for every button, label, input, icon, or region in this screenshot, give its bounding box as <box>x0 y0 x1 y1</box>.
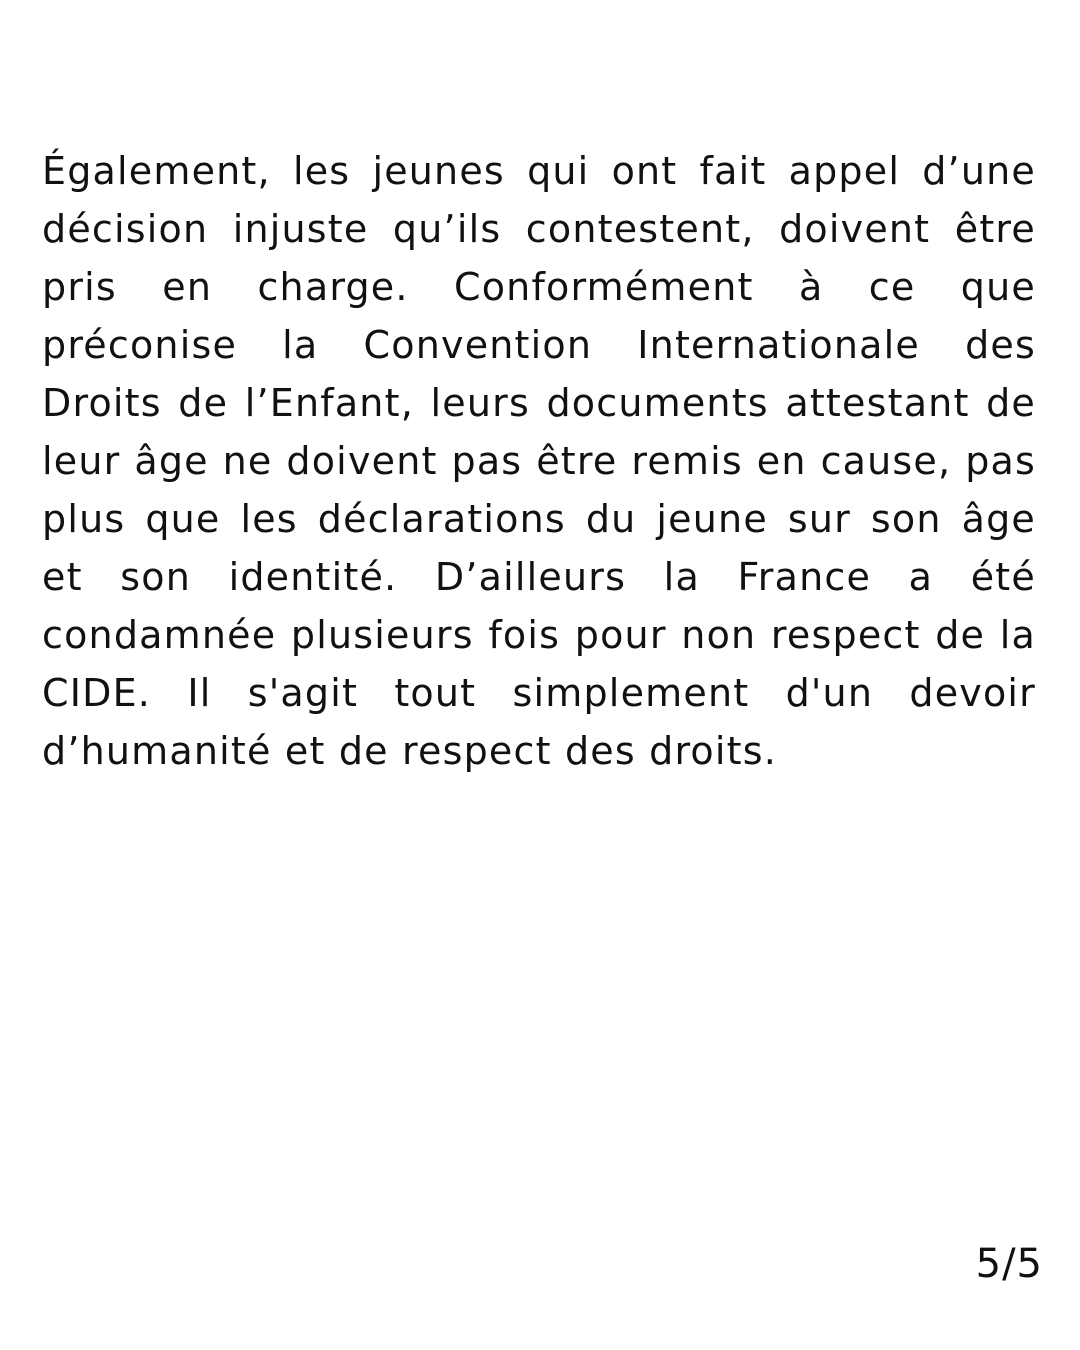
page-counter: 5/5 <box>975 1241 1043 1287</box>
body-paragraph: Également, les jeunes qui ont fait appel d’une décision injuste qu’ils contestent, doivent être pris en charge. Conformément à ce que préconise la Convention Internationale des Droits de l’Enfant, leurs documents attestant de leur âge ne doivent pas être remis en cause, pas plus que les déclarations du jeune sur son âge et son identité. D’ailleurs la France a été condamnée plusieurs fois pour non respect de la CIDE. Il s'agit tout simplement d'un devoir d’humanité et de respect des droits. <box>42 149 1036 773</box>
